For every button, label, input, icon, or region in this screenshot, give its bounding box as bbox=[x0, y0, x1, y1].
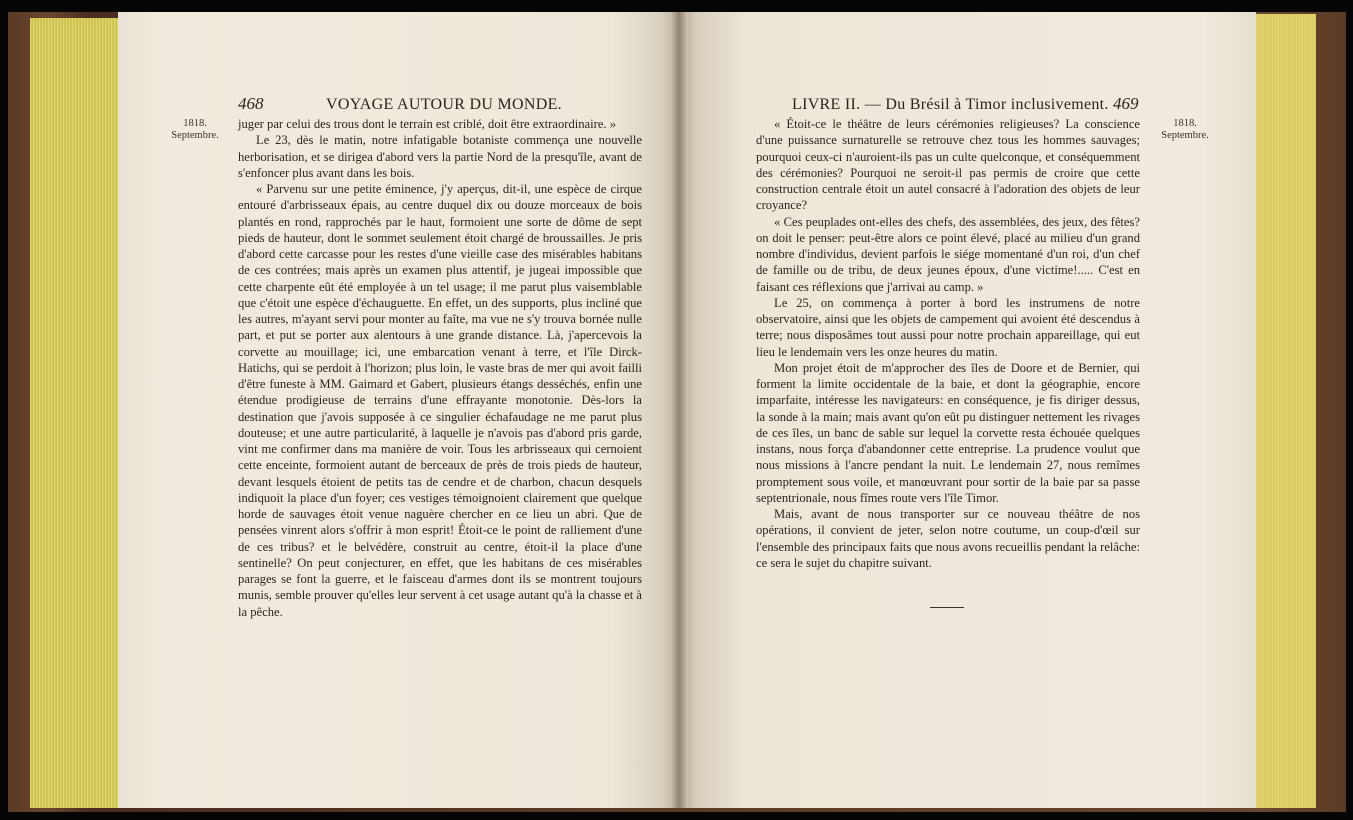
paragraph: « Ces peuplades ont-elles des chefs, des assemblées, des jeux, des fêtes? on doit le penser: peut-être alors ce point élevé, placé au milieu d'un grand nombre d'individus, devient parfois le siége momentané d'un roi, d'un chef de famille ou de tribu, de deux jeunes époux, d'une victime!..... C'est en faisant ces réflexions que j'arrivai au camp. » bbox=[756, 214, 1140, 294]
left-margin-date bbox=[160, 118, 230, 142]
paragraph: Le 23, dès le matin, notre infatigable botaniste commença une nouvelle herborisation, et se dirigea d'abord vers la partie Nord de la presqu'île, avant de s'enfoncer plus avant dans les bois. bbox=[238, 133, 642, 180]
paragraph: « Parvenu sur une petite éminence, j'y aperçus, dit-il, une espèce de cirque entouré d'arbrisseaux épais, au centre duquel dix ou douze morceaux de bois plantés en rond, rapprochés par le haut, formoient une sorte de dôme de sept pieds de hauteur, dont le sommet seulement étoit chargé de broussailles. Je pris d'abord cette carcasse pour les restes d'une vieille case des misérables habitans de ces contrées; mais après un examen plus attentif, je jugeai impossible que cette charpente eût été employée à un tel usage; il me parut plus vaisemblable que c'étoit une espèce d'échauguette. En effet, un des supports, plus incliné que les autres, m'ayant servi pour monter au faîte, ma vue ne s'y trouva bornée nulle part, et put se porter aux alentours à une grande distance. Là, j'apercevois la corvette au mouillage; ici, une embarcation venant à terre, et l'île Dirck-Hatichs, qui se perdoit à l'horizon; plus loin, le vaste bras de mer qui avoit failli d'être funeste à MM. Gaimard et Gabert, plusieurs étangs desséchés, enfin une étendue prodigieuse de terrains d'une effrayante monotonie. Dès-lors la destination que j'avois supposée à ce singulier échafaudage ne me parut plus douteuse; et une autre particularité, à laquelle je n'avois pas d'abord pris garde, vint me confirmer dans ma manière de voir. Tous les arbrisseaux qui cernoient cette enceinte, formoient autant de berceaux de près de trois pieds de hauteur, devant lesquels étoient de petits tas de cendre et de charbon, chacun desquels indiquoit la place d'un foyer; ces vestiges témoignoient clairement que quelque horde de sauvages étoit venue naguère chercher en ce lieu un abri. Que de pensées vinrent alors s'offrir à mon esprit! Étoit-ce le point de ralliement d'une de ces tribus? et le belvédère, construit au centre, étoit-il la place d'une sentinelle? On peut conjecturer, en effet, que les habitans de ces misérables parages se font la guerre, et le faisceau d'armes dont ils se montrent toujours munis, semble prouver qu'elles leur servent à cet usage autant qu'à la chasse et à la pêche. bbox=[238, 182, 642, 619]
paragraph: Mon projet étoit de m'approcher des îles de Doore et de Bernier, qui forment la limite occidentale de la baie, et dont la géographie, encore imparfaite, intéresse les navigateurs: en conséquence, je fis diriger dessus, la sonde à la main; mais avant qu'on eût pu distinguer nettement les rivages de ces îles, un banc de sable sur lequel la corvette resta échouée quelques instans, nous força d'abandonner cette entreprise. La prudence voulut que nous missions à l'ancre pendant la nuit. Le lendemain 27, nous remîmes promptement sous voile, et manœuvrant pour sortir de la baie par sa passe septentrionale, nous fîmes route vers l'île Timor. bbox=[756, 360, 1140, 505]
left-running-head: VOYAGE AUTOUR DU MONDE. bbox=[326, 96, 562, 113]
right-text-block bbox=[756, 116, 1140, 571]
paragraph: juger par celui des trous dont le terrain est criblé, doit être extraordinaire. » bbox=[238, 117, 617, 131]
right-page-number: 469 bbox=[1113, 94, 1139, 113]
right-margin-date bbox=[1150, 118, 1220, 142]
right-running-head bbox=[792, 96, 1109, 114]
left-page-number: 468 bbox=[238, 94, 264, 113]
chapter-end-rule bbox=[930, 607, 964, 608]
right-margin-year: 1818. bbox=[1173, 118, 1197, 129]
book-gutter bbox=[670, 12, 688, 808]
left-text-block bbox=[238, 116, 642, 620]
left-margin-month: Septembre. bbox=[171, 130, 219, 141]
right-margin-month: Septembre. bbox=[1161, 130, 1209, 141]
left-margin-year: 1818. bbox=[183, 118, 207, 129]
paragraph: Mais, avant de nous transporter sur ce nouveau théâtre de nos opérations, il convient de jeter, selon notre coutume, un coup-d'œil sur l'ensemble des principaux faits que nous avons recueillis pendant la relâche: ce sera le sujet du chapitre suivant. bbox=[756, 507, 1140, 570]
right-running-head-text: LIVRE II. — Du Brésil à Timor inclusivement. bbox=[792, 96, 1109, 113]
right-page-edges bbox=[1252, 14, 1316, 808]
paragraph: Le 25, on commença à porter à bord les instrumens de notre observatoire, ainsi que les objets de campement qui avoient été descendus à terre; nous disposâmes tout aussi pour notre prochain appareillage, qui eut lieu le lendemain vers les onze heures du matin. bbox=[756, 295, 1140, 359]
left-page-edges bbox=[30, 18, 122, 808]
paragraph: « Étoit-ce le théâtre de leurs cérémonies religieuses? La conscience d'une puissance surnaturelle se retrouve chez tous les hommes sauvages; pourquoi ceux-ci n'auroient-ils pas un culte quelconque, et conséquemment des cérémonies? Pourquoi ne seroit-il pas permis de croire que cette construction centrale étoit un autel consacré à l'adoration des objets de leur croyance? bbox=[756, 117, 1140, 213]
